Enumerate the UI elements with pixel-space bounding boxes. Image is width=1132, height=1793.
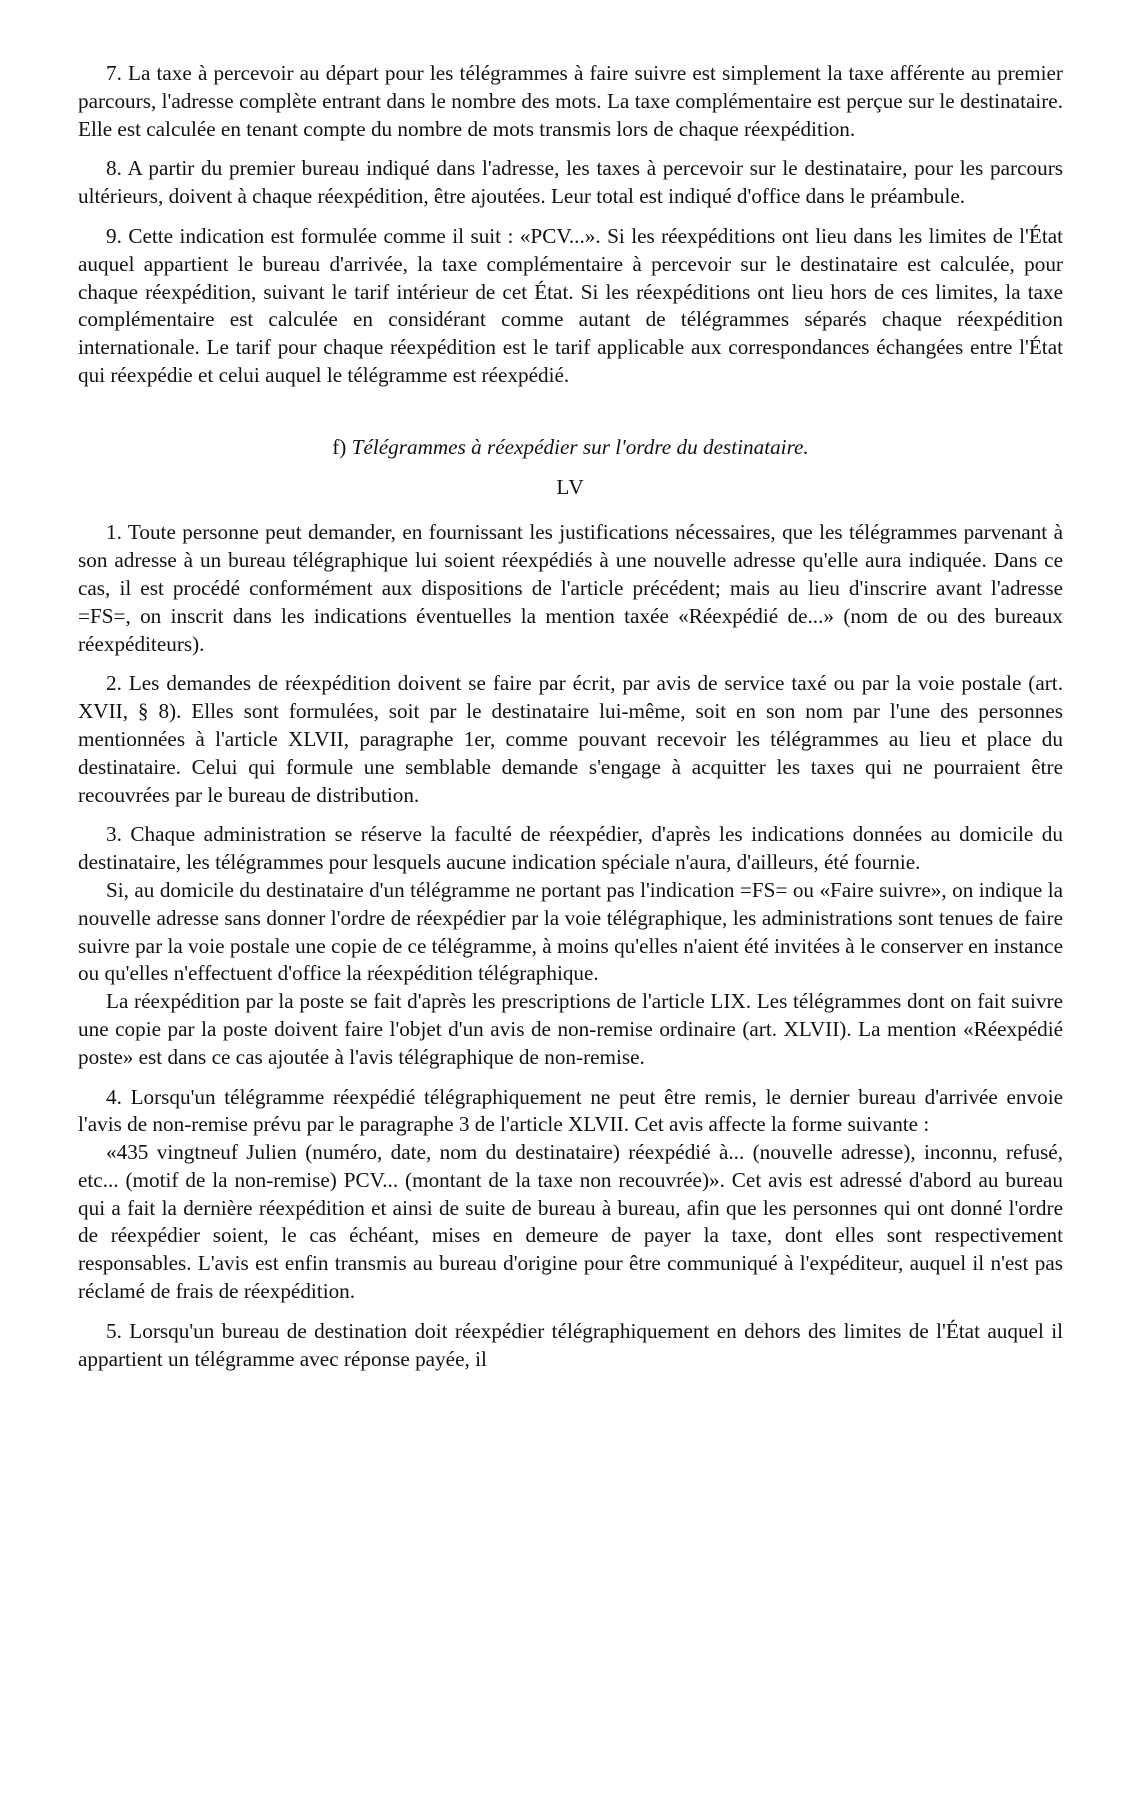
section-heading <box>78 434 1063 462</box>
paragraph-3-continued: Si, au domicile du destinataire d'un télégramme ne portant pas l'indication =FS= ou «Faire suivre», on indique la nouvelle adresse sans donner l'ordre de réexpédier par la voie télégraphique, les administrations sont tenues de faire suivre par la voie postale une copie de ce télégramme, à moins qu'elles n'aient été invitées à le conserver en instance ou qu'elles n'effectuent d'office la réexpédition télégraphique. <box>78 877 1063 986</box>
paragraph-9: 9. Cette indication est formulée comme il suit : «PCV...». Si les réexpéditions ont lieu dans les limites de l'État auquel appartient le bureau d'arrivée, la taxe complémentaire à percevoir sur le destinataire est calculée, pour chaque réexpédition, suivant le tarif intérieur de cet État. Si les réexpéditions ont lieu hors de ces limites, la taxe complémentaire est calculée en considérant comme autant de télégrammes séparés chaque réexpédition internationale. Le tarif pour chaque réexpédition est le tarif applicable aux correspondances échangées entre l'État qui réexpédie et celui auquel le télégramme est réexpédié. <box>78 223 1063 387</box>
paragraph-4-example: «435 vingtneuf Julien (numéro, date, nom du destinataire) réexpédié à... (nouvelle adresse), inconnu, refusé, etc... (motif de la non-remise) PCV... (montant de la taxe non recouvrée)». Cet avis est adressé d'abord au bureau qui a fait la dernière réexpédition et ainsi de suite de bureau à bureau, afin que les personnes qui ont donné l'ordre de réexpédier soient, le cas échéant, mises en demeure de payer la taxe, dont elles sont respectivement responsables. L'avis est enfin transmis au bureau d'origine pour être communiqué à l'expéditeur, auquel il n'est pas réclamé de frais de réexpédition. <box>78 1140 1063 1304</box>
paragraph-2: 2. Les demandes de réexpédition doivent se faire par écrit, par avis de service taxé ou par la voie postale (art. XVII, § 8). Elles sont formulées, soit par le destinataire lui-même, soit en son nom par l'une des personnes mentionnées à l'article XLVII, paragraphe 1er, comme pouvant recevoir les télégrammes au lieu et place du destinataire. Celui qui formule une semblable demande s'engage à acquitter les taxes qui ne pourraient être recouvrées par le bureau de distribution. <box>78 671 1063 807</box>
paragraph-8: 8. A partir du premier bureau indiqué dans l'adresse, les taxes à percevoir sur le destinataire, pour les parcours ultérieurs, doivent à chaque réexpédition, être ajoutées. Leur total est indiqué d'office dans le préambule. <box>78 156 1063 209</box>
paragraph-3: 3. Chaque administration se réserve la faculté de réexpédier, d'après les indications données au domicile du destinataire, les télégrammes pour lesquels aucune indication spéciale n'aura, d'ailleurs, été fournie. <box>78 822 1063 875</box>
section-title: Télégrammes à réexpédier sur l'ordre du destinataire. <box>351 434 809 459</box>
paragraph-3-poste: La réexpédition par la poste se fait d'après les prescriptions de l'article LIX. Les télégrammes dont on fait suivre une copie par la poste doivent faire l'objet d'un avis de non-remise ordinaire (art. XLVII). La mention «Réexpédié poste» est dans ce cas ajoutée à l'avis télégraphique de non-remise. <box>78 989 1063 1069</box>
paragraph-5: 5. Lorsqu'un bureau de destination doit réexpédier télégraphiquement en dehors des limites de l'État auquel il appartient un télégramme avec réponse payée, il <box>78 1318 1063 1371</box>
document-page <box>78 60 1063 1373</box>
paragraph-4: 4. Lorsqu'un télégramme réexpédié télégraphiquement ne peut être remis, le dernier bureau d'arrivée envoie l'avis de non-remise prévu par le paragraphe 3 de l'article XLVII. Cet avis affecte la forme suivante : <box>78 1084 1063 1137</box>
section-label: f) <box>332 434 347 459</box>
article-number: LV <box>556 474 585 499</box>
paragraph-1: 1. Toute personne peut demander, en fournissant les justifications nécessaires, que les télégrammes parvenant à son adresse à un bureau télégraphique lui soient réexpédiés à une nouvelle adresse qu'elle aura indiquée. Dans ce cas, il est procédé conformément aux dispositions de l'article précédent; mais au lieu d'inscrire avant l'adresse =FS=, on inscrit dans les indications éventuelles la mention taxée «Réexpédié de...» (nom de ou des bureaux réexpéditeurs). <box>78 520 1063 656</box>
paragraph-7: 7. La taxe à percevoir au départ pour les télégrammes à faire suivre est simplement la taxe afférente au premier parcours, l'adresse complète entrant dans le nombre des mots. La taxe complémentaire est perçue sur le destinataire. Elle est calculée en tenant compte du nombre de mots transmis lors de chaque réexpédition. <box>78 61 1063 141</box>
